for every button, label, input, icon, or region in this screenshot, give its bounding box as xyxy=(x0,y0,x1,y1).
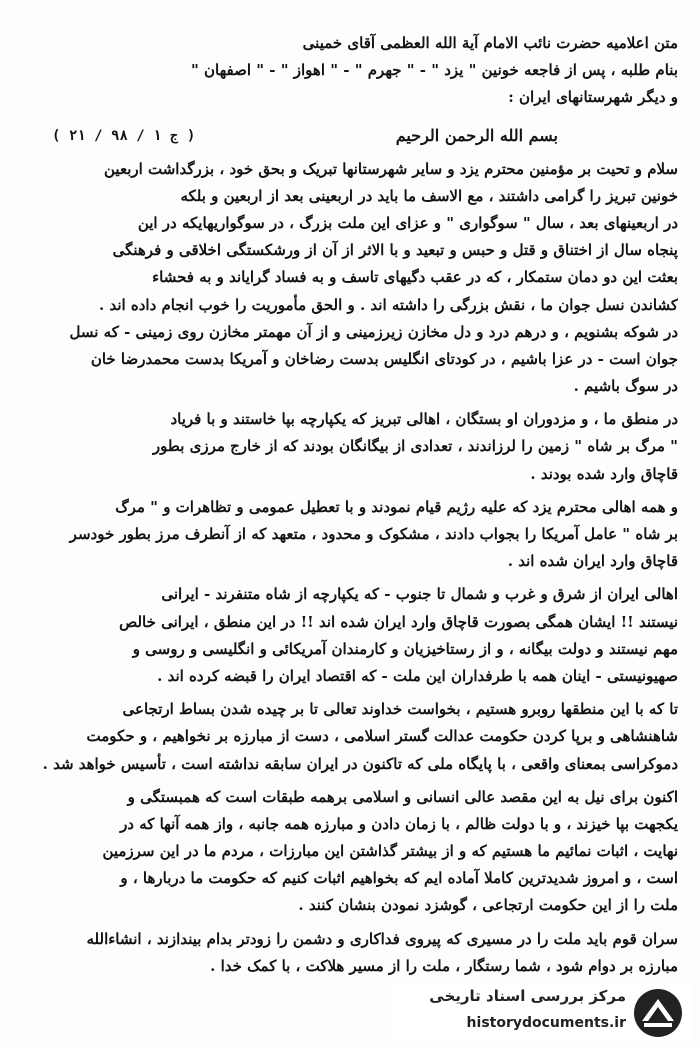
paragraph-line: در سوگ باشیم . xyxy=(573,377,678,396)
archive-url: historydocuments.ir xyxy=(466,1015,626,1031)
paragraph-line: است ، و امروز شدیدترین کاملا آماده ایم که بخواهیم اثبات کنیم که حکومت ما دربارها ، و xyxy=(120,869,678,888)
paragraph-line: و همه اهالی محترم یزد که علیه رژیم قیام نمودند و با تعطیل عمومی و تظاهرات و " مرگ xyxy=(115,497,678,516)
document-heading xyxy=(22,116,678,156)
paragraph-line: دموکراسی بمعنای واقعی ، با پایگاه ملی که تاکنون در ایران سابقه نداشته است ، تأسیس خواهد شد . xyxy=(42,754,678,773)
paragraph-line: قاچاق وارد ایران شده اند . xyxy=(507,552,678,571)
paragraph-line: در شوکه بشنویم ، و درهم درد و دل مخازن زیرزمینی و از آن مهمتر مخازن روی زمینی - که نسل xyxy=(69,322,678,341)
paragraph-line: تا که با این منطقها روبرو هستیم ، بخواست خداوند تعالی تا بر چیده شدن بساط ارتجاعی xyxy=(122,700,678,719)
header-line: بنام طلبه ، پس از فاجعه خونین " یزد " - " جهرم " - " اهواز " - " اصفهان " xyxy=(191,61,678,80)
document-date-reference: ( ۲۱ / ج ۱ / ۹۸ ) xyxy=(52,127,196,144)
paragraph-line: شاهنشاهی و برپا کردن حکومت عدالت گستر اسلامی ، دست از مبارزه بر نخواهیم ، و حکومت xyxy=(86,727,678,746)
header-line: متن اعلامیه حضرت نائب الامام آیة الله العظمی آقای خمینی xyxy=(302,34,678,52)
basmala: بسم الله الرحمن الرحیم xyxy=(395,125,558,145)
paragraph-line: صهیونیستی - اینان همه با طرفداران این ملت - که اقتصاد ایران را قبضه کرده اند . xyxy=(157,666,678,685)
paragraph-line: خونین تبریز را گرامی داشتند ، مع الاسف ما باید در اربعینی بعد از اربعین و بلکه xyxy=(180,186,678,205)
paragraph-line: ملت را از این حکومت ارتجاعی ، گوشزد نمودن بنشان کنند . xyxy=(298,896,678,915)
paragraph-line: پنجاه سال از اختناق و قتل و حبس و تبعید و با الاثر از آن از ورشکستگی اخلاقی و فرهنگی xyxy=(112,241,678,260)
archive-logo-icon xyxy=(632,987,684,1039)
archive-watermark xyxy=(392,983,692,1041)
document-body xyxy=(22,156,678,980)
paragraph-line: یکجهت بپا خیزند ، و با دولت ظالم ، با زمان دادن و مبارزه همه جانبه ، واز همه آنها که در xyxy=(120,814,678,833)
paragraph-line: جوان است - در عزا باشیم ، در کودتای انگلیس بدست رضاخان و آمریکا بدست محمدرضا خان xyxy=(90,349,678,368)
paragraph-line: بر شاه " عامل آمریکا را بجواب دادند ، مشکوک و محدود ، متعهد که از آنطرف مرز بطور خودسر xyxy=(69,525,678,543)
paragraph-line: مبارزه بر دوام شود ، شما رستگار ، ملت را از مسیر هلاکت ، با کمک خدا . xyxy=(210,956,678,975)
paragraph-line: قاچاق وارد شده بودند . xyxy=(530,464,678,483)
archive-name: مرکز بررسی اسناد تاریخی xyxy=(429,987,626,1005)
paragraph-line: در منطق ما ، و مزدوران او بستگان ، اهالی تبریز که یکپارچه بپا خاستند و با فریاد xyxy=(170,410,678,429)
header-line: و دیگر شهرستانهای ایران : xyxy=(508,88,678,107)
paragraph-line: اهالی ایران از شرق و غرب و شمال تا جنوب - که یکپارچه از شاه متنفرند - ایرانی xyxy=(161,585,678,604)
paragraph-line: مهم نیستند و دولت بیگانه ، و از رستاخیزیان و کارمندان آمریکائی و انگلیسی و روسی و xyxy=(132,639,678,658)
paragraph-line: کشاندن نسل جوان ما ، نقش بزرگی را داشته اند . و الحق مأموریت را خوب انجام داده اند . xyxy=(99,295,678,314)
paragraph-line: سران قوم باید ملت را در مسیری که پیروی فداکاری و دشمن را زودتر بدام بیندازند ، انشاءالله xyxy=(86,929,678,948)
paragraph-line: نیستند !! ایشان همگی بصورت قاچاق وارد ایران شده اند !! در این منطق ، ایرانی خالص xyxy=(119,612,678,631)
paragraph-line: در اربعینهای بعد ، سال " سوگواری " و عزای این ملت بزرگ ، در سوگواریهایکه در این xyxy=(137,213,678,232)
paragraph-line: اکنون برای نیل به این مقصد عالی انسانی و اسلامی برهمه طبقات است که همبستگی و xyxy=(127,787,678,806)
paragraph-line: نهایت ، اثبات نمائیم ما هستیم که و از بیشتر گذاشتن این مبارزات ، مردم ما در این سرزمین xyxy=(102,842,678,861)
paragraph-line: " مرگ بر شاه " زمین را لرزاندند ، تعدادی از بیگانگان بودند که از خارج مرزی بطور xyxy=(152,437,678,456)
paragraph-line: بعثت این دو دمان ستمکار ، که در عقب دگیهای تاسف و به فساد گرایاند و به فحشاء xyxy=(152,268,678,287)
document-text xyxy=(22,30,678,980)
paragraph-line: سلام و تحیت بر مؤمنین محترم یزد و سایر شهرستانها تبریک و بحق خود ، بزرگداشت اربعین xyxy=(104,159,678,178)
